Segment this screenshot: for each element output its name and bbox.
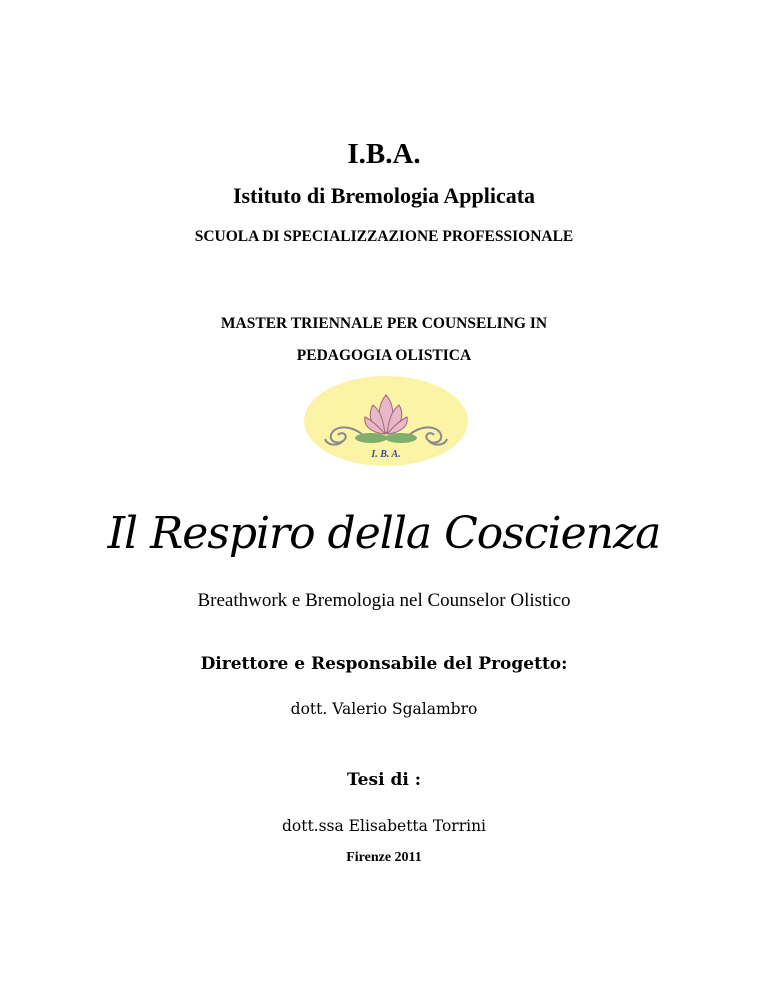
- author-label: Tesi di :: [346, 770, 421, 790]
- program-line-1: MASTER TRIENNALE PER COUNSELING IN: [220, 315, 548, 332]
- logo-label: I. B. A.: [371, 449, 401, 460]
- institute-acronym: I.B.A.: [347, 138, 421, 170]
- institute-name: Istituto di Bremologia Applicata: [232, 183, 536, 208]
- thesis-title: Il Respiro della Coscienza: [107, 508, 661, 559]
- thesis-subtitle: Breathwork e Bremologia nel Counselor Olistico: [197, 590, 571, 611]
- director-name: dott. Valerio Sgalambro: [290, 700, 478, 718]
- program-line-2: PEDAGOGIA OLISTICA: [296, 347, 472, 364]
- director-label: Direttore e Responsabile del Progetto:: [200, 654, 568, 674]
- iba-logo: [303, 375, 469, 467]
- place-year: Firenze 2011: [346, 850, 422, 865]
- author-name: dott.ssa Elisabetta Torrini: [281, 817, 487, 835]
- school-name: SCUOLA DI SPECIALIZZAZIONE PROFESSIONALE: [194, 228, 574, 245]
